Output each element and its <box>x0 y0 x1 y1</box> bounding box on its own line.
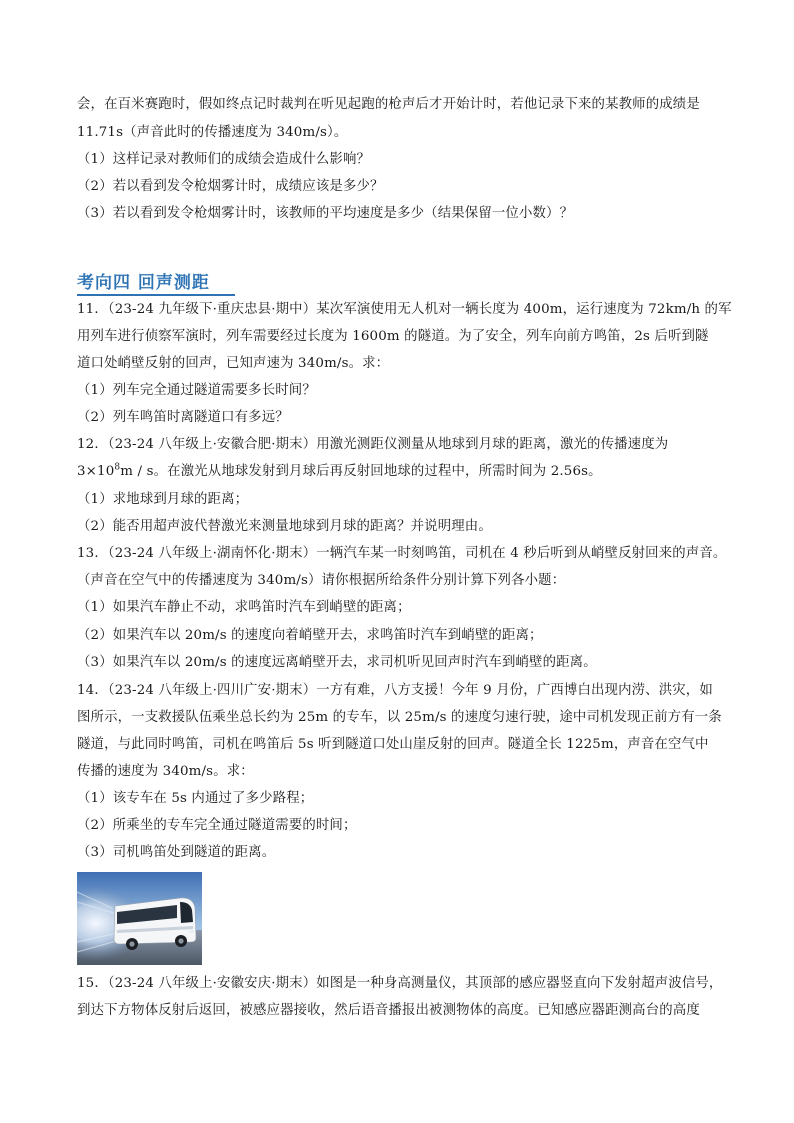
bus-illustration <box>77 872 202 965</box>
p14-line-3: 隧道，与此同时鸣笛，司机在鸣笛后 5s 听到隧道口处山崖反射的回声。隧道全长 1225m，声音在空气中 <box>77 737 709 752</box>
p14-question-2: （2）所乘坐的专车完全通过隧道需要的时间； <box>77 818 357 833</box>
p13-question-2: （2）如果汽车以 20m/s 的速度向着峭壁开去，求鸣笛时汽车到峭壁的距离； <box>77 628 543 643</box>
p11-question-2: （2）列车鸣笛时离隧道口有多远？ <box>77 410 289 425</box>
p12-question-1: （1）求地球到月球的距离； <box>77 492 249 507</box>
p11-line-3: 道口处峭壁反射的回声，已知声速为 340m/s。求： <box>77 356 390 371</box>
intro-question-1: （1）这样记录对教师们的成绩会造成什么影响？ <box>77 152 371 167</box>
intro-line-1: 会，在百米赛跑时，假如终点记时裁判在听见起跑的枪声后才开始计时，若他记录下来的某教师的成绩是 <box>77 97 700 112</box>
p15-line-1: 15．（23-24 八年级上·安徽安庆·期末）如图是一种身高测量仪，其顶部的感应器竖直向下发射超声波信号， <box>77 976 723 991</box>
p13-line-2: （声音在空气中的传播速度为 340m/s）请你根据所给条件分别计算下列各小题： <box>77 573 566 588</box>
p14-line-2: 图所示，一支救援队伍乘坐总长约为 25m 的专车，以 25m/s 的速度匀速行驶，途中司机发现正前方有一条 <box>77 710 722 725</box>
p12-line-2-rest: m / s。在激光从地球发射到月球后再反射回地球的过程中，所需时间为 2.56s。 <box>120 464 602 479</box>
p13-question-3: （3）如果汽车以 20m/s 的速度远离峭壁开去，求司机听见回声时汽车到峭壁的距离。 <box>77 655 597 670</box>
p12-speed-base: 3×10 <box>77 464 115 479</box>
intro-line-2: 11.71s（声音此时的传播速度为 340m/s）。 <box>77 125 348 140</box>
p11-question-1: （1）列车完全通过隧道需要多长时间？ <box>77 383 316 398</box>
p12-line-2 <box>77 463 719 481</box>
p11-line-2: 用列车进行侦察军演时，列车需要经过长度为 1600m 的隧道。为了安全，列车向前方鸣笛，2s 后听到隧 <box>77 329 709 344</box>
p15-line-2: 到达下方物体反射后返回，被感应器接收，然后语音播报出被测物体的高度。已知感应器距测高台的高度 <box>77 1003 700 1018</box>
p14-question-3: （3）司机鸣笛处到隧道的距离。 <box>77 845 276 860</box>
intro-question-2: （2）若以看到发令枪烟雾计时，成绩应该是多少？ <box>77 179 384 194</box>
p14-question-1: （1）该专车在 5s 内通过了多少路程； <box>77 791 314 806</box>
bus-shape <box>114 898 196 950</box>
p12-line-1: 12．（23-24 八年级上·安徽合肥·期末）用激光测距仪测量从地球到月球的距离，激光的传播速度为 <box>77 437 669 452</box>
section-heading: 考向四 回声测距 <box>77 273 210 293</box>
section-heading-underline <box>77 294 235 296</box>
p13-line-1: 13．（23-24 八年级上·湖南怀化·期末）一辆汽车某一时刻鸣笛，司机在 4 秒后听到从峭壁反射回来的声音。 <box>77 546 727 561</box>
p14-line-4: 传播的速度为 340m/s。求： <box>77 764 254 779</box>
p12-speed-exponent: 8 <box>114 462 121 473</box>
p11-line-1: 11．（23-24 九年级下·重庆忠县·期中）某次军演使用无人机对一辆长度为 400m，运行速度为 72km/h 的军 <box>77 302 732 317</box>
bus-photo <box>77 872 202 965</box>
p13-question-1: （1）如果汽车静止不动，求鸣笛时汽车到峭壁的距离； <box>77 600 411 615</box>
intro-question-3: （3）若以看到发令枪烟雾计时，该教师的平均速度是多少（结果保留一位小数）？ <box>77 206 574 221</box>
p12-question-2: （2）能否用超声波代替激光来测量地球到月球的距离？并说明理由。 <box>77 519 492 534</box>
p14-line-1: 14．（23-24 八年级上·四川广安·期末）一方有难，八方支援！今年 9 月份，广西博白出现内涝、洪灾，如 <box>77 683 713 698</box>
